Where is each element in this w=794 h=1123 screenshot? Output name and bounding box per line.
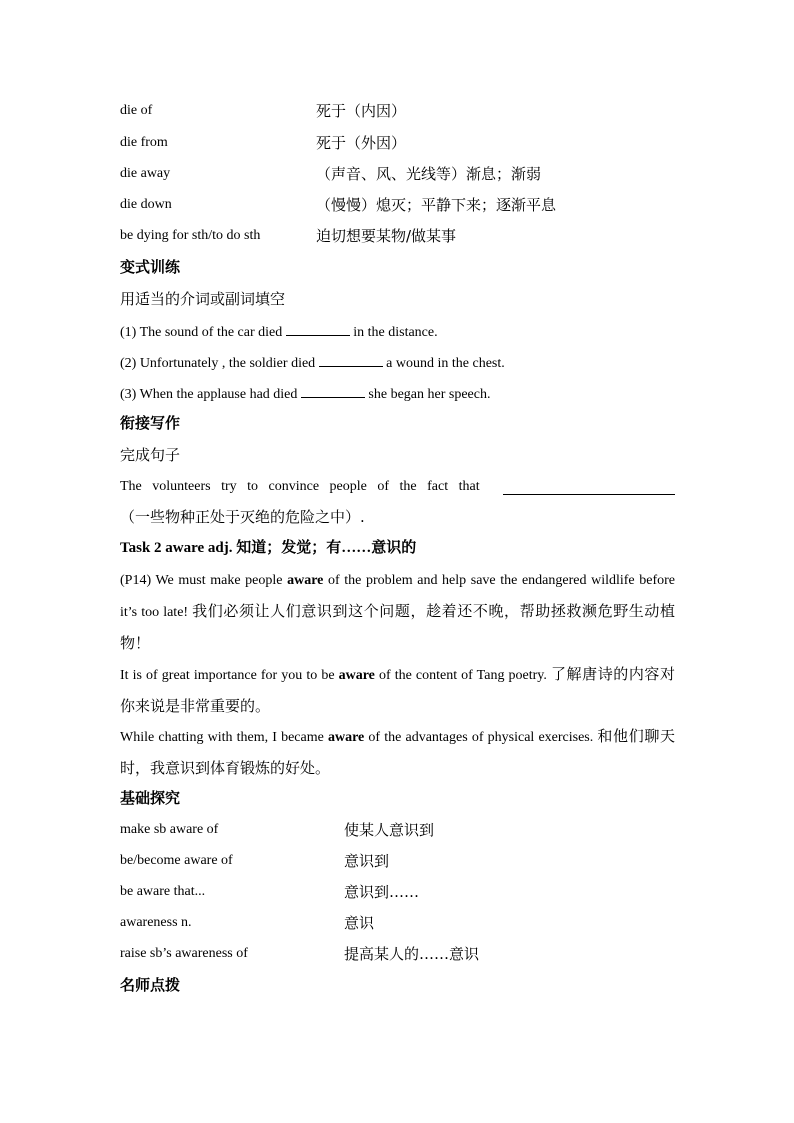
phrase-en: be aware that... <box>120 884 206 899</box>
example-translation: 我们必须让人们意识到这个问题，趁着还不晚，帮助拯救濒危野生动植物！ <box>120 602 675 652</box>
phrase-en: make sb aware of <box>120 822 219 837</box>
writing-hint: （一些物种正处于灭绝的危险之中）. <box>120 508 365 526</box>
phrase-row <box>120 912 680 934</box>
phrase-row <box>120 163 680 185</box>
phrase-row <box>120 225 680 247</box>
phrase-zh: 使某人意识到 <box>344 821 435 839</box>
exercise-text: (2) Unfortunately , the soldier died <box>120 356 316 371</box>
exercise-text: a wound in the chest. <box>386 356 505 371</box>
instruction-text: 用适当的介词或副词填空 <box>120 290 286 308</box>
phrase-zh: 死于（外因） <box>316 134 407 152</box>
exercise-text: (3) When the applause had died <box>120 387 298 402</box>
phrase-en: be/become aware of <box>120 853 233 868</box>
phrase-en: raise sb’s awareness of <box>120 946 248 961</box>
phrase-zh: 意识 <box>344 914 375 932</box>
example-translation: 和他们聊天时，我意识到体育锻炼的好处。 <box>120 727 675 777</box>
exercise-item <box>120 321 438 343</box>
example-text: of the content of Tang poetry. <box>374 668 547 683</box>
phrase-row <box>120 943 680 965</box>
phrase-row <box>120 881 680 903</box>
section-heading: 衔接写作 <box>120 414 181 432</box>
example-paragraph <box>120 565 675 660</box>
example-paragraph <box>120 721 675 785</box>
phrase-en: die of <box>120 103 153 118</box>
sentence-text: The volunteers try to convince people of the fact that <box>120 479 480 494</box>
phrase-zh: （慢慢）熄灭；平静下来；逐渐平息 <box>316 196 557 214</box>
example-translation: 了解唐诗的内容对你来说是非常重要的。 <box>120 665 675 715</box>
writing-sentence <box>120 477 675 497</box>
example-text: of the problem and help save the endangered wildlife before it’s too late! <box>120 573 675 620</box>
phrase-en: awareness n. <box>120 915 192 930</box>
answer-blank[interactable] <box>319 352 383 367</box>
exercise-item <box>120 352 505 374</box>
phrase-zh: 意识到 <box>344 852 390 870</box>
phrase-en: die from <box>120 135 168 150</box>
example-text: It is of great importance for you to be <box>120 668 339 683</box>
exercise-text: in the distance. <box>353 325 438 340</box>
keyword: aware <box>327 730 365 745</box>
phrase-zh: （声音、风、光线等）渐息；渐弱 <box>316 165 542 183</box>
phrase-row <box>120 819 680 841</box>
keyword: aware <box>287 573 324 588</box>
phrase-en: be dying for sth/to do sth <box>120 228 261 243</box>
phrase-zh: 意识到…… <box>344 883 420 901</box>
phrase-en: die away <box>120 166 171 181</box>
phrase-zh: 提高某人的……意识 <box>344 945 480 963</box>
exercise-text: (1) The sound of the car died <box>120 325 283 340</box>
answer-blank[interactable] <box>286 321 350 336</box>
exercise-item <box>120 383 490 405</box>
phrase-row <box>120 194 680 216</box>
example-paragraph <box>120 659 675 723</box>
answer-blank[interactable] <box>503 480 675 495</box>
phrase-row <box>120 132 680 154</box>
example-text: of the advantages of physical exercises. <box>364 730 594 745</box>
phrase-zh: 死于（内因） <box>316 102 407 120</box>
section-heading: 名师点拨 <box>120 976 181 994</box>
instruction-text: 完成句子 <box>120 446 181 464</box>
answer-blank[interactable] <box>301 383 365 398</box>
exercise-text: she began her speech. <box>368 387 491 402</box>
keyword: aware <box>338 668 375 683</box>
phrase-row <box>120 850 680 872</box>
phrase-zh: 迫切想要某物/做某事 <box>316 227 457 245</box>
section-heading: 变式训练 <box>120 258 181 276</box>
phrase-en: die down <box>120 197 172 212</box>
example-text: While chatting with them, I became <box>120 730 328 745</box>
section-heading: 基础探究 <box>120 789 181 807</box>
phrase-row <box>120 100 680 122</box>
task-title: Task 2 aware adj. 知道；发觉；有……意识的 <box>120 540 417 556</box>
example-text: (P14) We must make people <box>120 573 288 588</box>
